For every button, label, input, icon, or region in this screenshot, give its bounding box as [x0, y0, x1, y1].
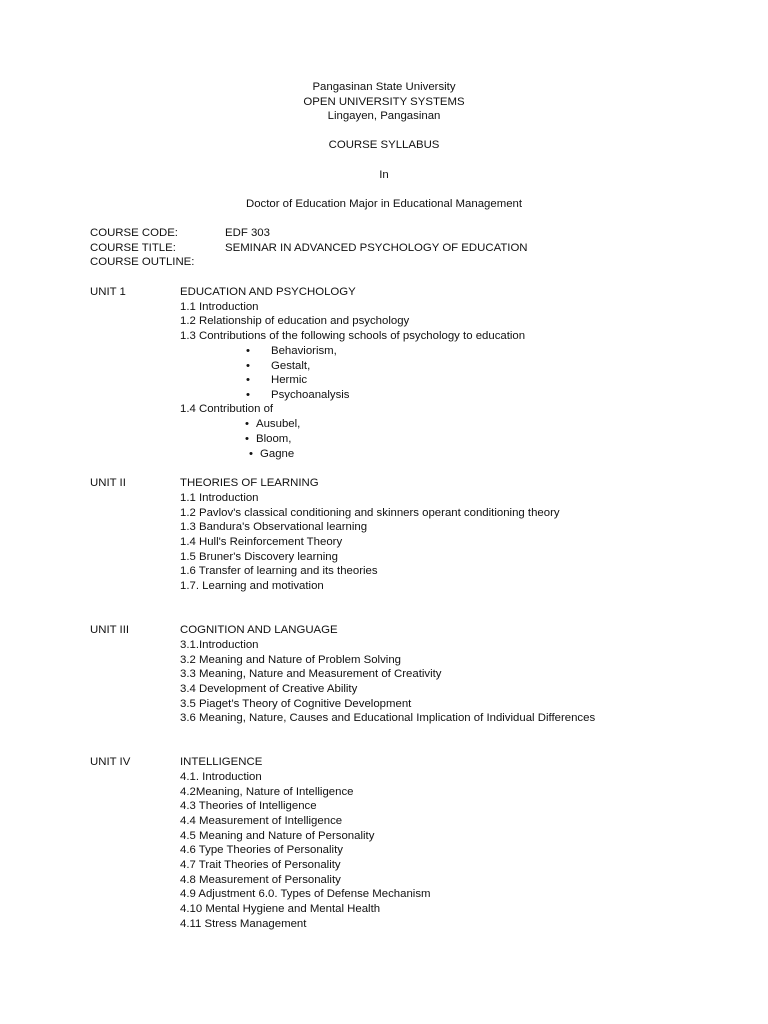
- unit-item: 1.6 Transfer of learning and its theories: [180, 565, 378, 577]
- unit-item: 4.2Meaning, Nature of Intelligence: [180, 786, 354, 798]
- unit-item: 3.6 Meaning, Nature, Causes and Educational Implication of Individual Differences: [180, 712, 596, 724]
- unit-item: 1.1 Introduction: [180, 301, 259, 313]
- unit-title: INTELLIGENCE: [180, 756, 263, 768]
- unit-item: 3.5 Piaget’s Theory of Cognitive Development: [180, 698, 412, 710]
- unit-item: 4.3 Theories of Intelligence: [180, 800, 317, 812]
- university-name: Pangasinan State University: [312, 81, 456, 93]
- unit-item: 3.2 Meaning and Nature of Problem Solving: [180, 654, 401, 666]
- unit-item: 1.5 Bruner's Discovery learning: [180, 551, 338, 563]
- unit-item: 1.3 Bandura's Observational learning: [180, 521, 368, 533]
- bullet-icon: •: [245, 433, 249, 445]
- unit-item: 1.2 Relationship of education and psychology: [180, 315, 410, 327]
- in-word: In: [379, 169, 389, 181]
- unit-item: 1.4 Hull's Reinforcement Theory: [180, 536, 343, 548]
- unit-title: THEORIES OF LEARNING: [180, 477, 319, 489]
- course-code-label: COURSE CODE:: [90, 227, 178, 239]
- unit-title: COGNITION AND LANGUAGE: [180, 624, 338, 636]
- unit-item: 1.2 Pavlov's classical conditioning and skinners operant conditioning theory: [180, 507, 560, 519]
- program-title: Doctor of Education Major in Educational Management: [245, 198, 523, 210]
- unit-item: 4.8 Measurement of Personality: [180, 874, 341, 886]
- unit-item: 4.10 Mental Hygiene and Mental Health: [180, 903, 381, 915]
- school-item: Hermic: [271, 374, 308, 386]
- school-item: Gestalt,: [271, 360, 311, 372]
- bullet-icon: •: [249, 448, 253, 460]
- unit-item: 4.6 Type Theories of Personality: [180, 844, 343, 856]
- unit-item: 1.3 Contributions of the following schools of psychology to education: [180, 330, 526, 342]
- bullet-icon: •: [246, 360, 250, 372]
- contributor-item: Ausubel,: [256, 418, 301, 430]
- bullet-icon: •: [246, 345, 250, 357]
- unit-title: EDUCATION AND PSYCHOLOGY: [180, 286, 356, 298]
- course-outline-label: COURSE OUTLINE:: [90, 256, 195, 268]
- course-code-value: EDF 303: [225, 227, 270, 239]
- unit-item: 4.4 Measurement of Intelligence: [180, 815, 343, 827]
- unit-label: UNIT 1: [90, 286, 126, 298]
- unit-item: 3.1.Introduction: [180, 639, 259, 651]
- unit-item: 4.7 Trait Theories of Personality: [180, 859, 341, 871]
- unit-item: 4.5 Meaning and Nature of Personality: [180, 830, 375, 842]
- contributor-item: Bloom,: [256, 433, 292, 445]
- bullet-icon: •: [246, 374, 250, 386]
- contributor-item: Gagne: [260, 448, 295, 460]
- school-item: Psychoanalysis: [271, 389, 350, 401]
- unit-label: UNIT III: [90, 624, 130, 636]
- unit-item: 3.4 Development of Creative Ability: [180, 683, 358, 695]
- unit-item: 1.1 Introduction: [180, 492, 259, 504]
- bullet-icon: •: [246, 389, 250, 401]
- document-type: COURSE SYLLABUS: [328, 139, 440, 151]
- school-item: Behaviorism,: [271, 345, 337, 357]
- course-title-value: SEMINAR IN ADVANCED PSYCHOLOGY OF EDUCATION: [225, 242, 528, 254]
- unit-item: 1.7. Learning and motivation: [180, 580, 324, 592]
- bullet-icon: •: [245, 418, 249, 430]
- unit-item: 4.11 Stress Management: [180, 918, 307, 930]
- course-title-label: COURSE TITLE:: [90, 242, 176, 254]
- university-system: OPEN UNIVERSITY SYSTEMS: [303, 96, 465, 108]
- unit-item: 4.1. Introduction: [180, 771, 262, 783]
- unit-item: 4.9 Adjustment 6.0. Types of Defense Mechanism: [180, 888, 431, 900]
- university-location: Lingayen, Pangasinan: [327, 110, 441, 122]
- unit-label: UNIT II: [90, 477, 126, 489]
- unit-item: 3.3 Meaning, Nature and Measurement of Creativity: [180, 668, 442, 680]
- unit-label: UNIT IV: [90, 756, 131, 768]
- unit-item: 1.4 Contribution of: [180, 403, 274, 415]
